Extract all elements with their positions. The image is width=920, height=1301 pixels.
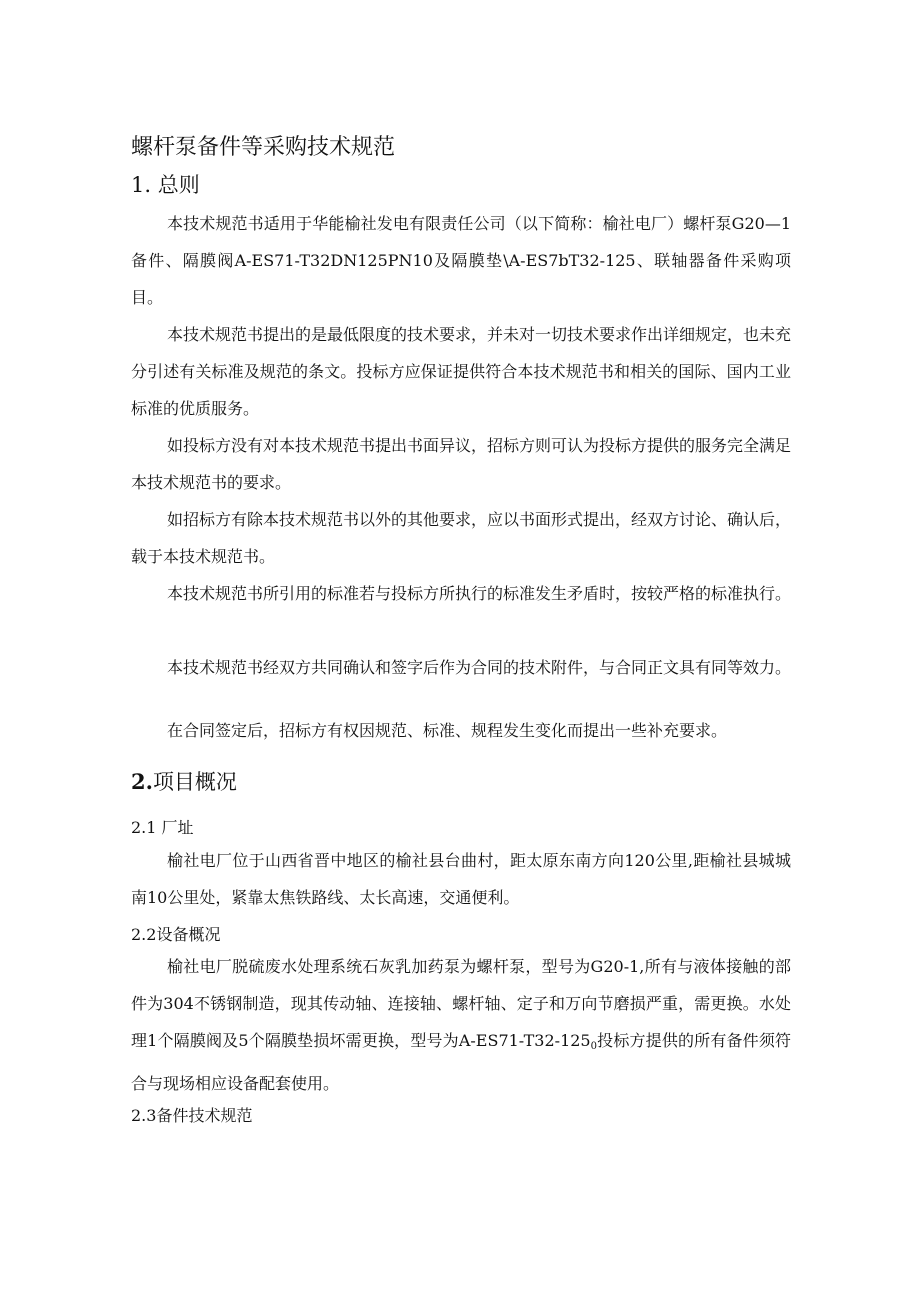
subsection-2-3-heading: 2.3备件技术规范 <box>131 1106 253 1125</box>
section-2-title: 项目概况 <box>152 770 237 794</box>
paragraph-minimum-requirements: 本技术规范书提出的是最低限度的技术要求，并未对一切技术要求作出详细规定，也未充分引述有关标准及规范的条文。投标方应保证提供符合本技术规范书和相关的国际、国内工业标准的优质服务。 <box>131 325 792 418</box>
equipment-text-part-a: 榆社电厂脱硫废水处理系统石灰乳加药泵为螺杆泵，型号为G20-1,所有与液体接触的部件为304不锈钢制造，现其传动轴、连接轴、螺杆轴、定子和万向节磨损严重，需更换。水处理1个隔膜阀及5个隔膜垫损坏需更换，型号为A-ES71-T32-125 <box>131 957 791 1050</box>
paragraph-supplementary-requirements: 在合同签定后，招标方有权因规范、标准、规程发生变化而提出一些补充要求。 <box>167 721 728 740</box>
paragraph-contract-attachment: 本技术规范书经双方共同确认和签字后作为合同的技术附件，与合同正文具有同等效力。 <box>167 658 792 677</box>
section-2-heading <box>131 766 237 798</box>
paragraph-no-objection: 如投标方没有对本技术规范书提出书面异议，招标方则可认为投标方提供的服务完全满足本技术规范书的要求。 <box>131 436 792 492</box>
subsection-2-1-heading: 2.1 厂址 <box>131 818 194 837</box>
paragraph-equipment-overview <box>131 948 791 1102</box>
section-2-number: 2. <box>131 769 153 794</box>
paragraph-site-location: 榆社电厂位于山西省晋中地区的榆社县台曲村，距太原东南方向120公里,距榆社县城城南10公里处，紧靠太焦铁路线、太长高速，交通便利。 <box>131 851 791 907</box>
paragraph-other-requirements: 如招标方有除本技术规范书以外的其他要求，应以书面形式提出，经双方讨论、确认后，载于本技术规范书。 <box>131 510 792 566</box>
document-title: 螺杆泵备件等采购技术规范 <box>131 135 396 160</box>
equipment-text-part-b: 投标方提供的所有备件须符合与现场相应设备配套使用。 <box>131 1031 791 1093</box>
paragraph-standards-conflict: 本技术规范书所引用的标准若与投标方所执行的标准发生矛盾时，按较严格的标准执行。 <box>167 584 792 603</box>
section-1-heading: 1. 总则 <box>131 173 200 197</box>
subsection-2-2-heading: 2.2设备概况 <box>131 925 221 944</box>
paragraph-scope: 本技术规范书适用于华能榆社发电有限责任公司（以下简称：榆社电厂）螺杆泵G20—1备件、隔膜阀A-ES71-T32DN125PN10及隔膜垫\A-ES7bT32-125、联轴器备件采购项目。 <box>131 214 791 307</box>
model-subscript: 0 <box>590 1041 597 1052</box>
